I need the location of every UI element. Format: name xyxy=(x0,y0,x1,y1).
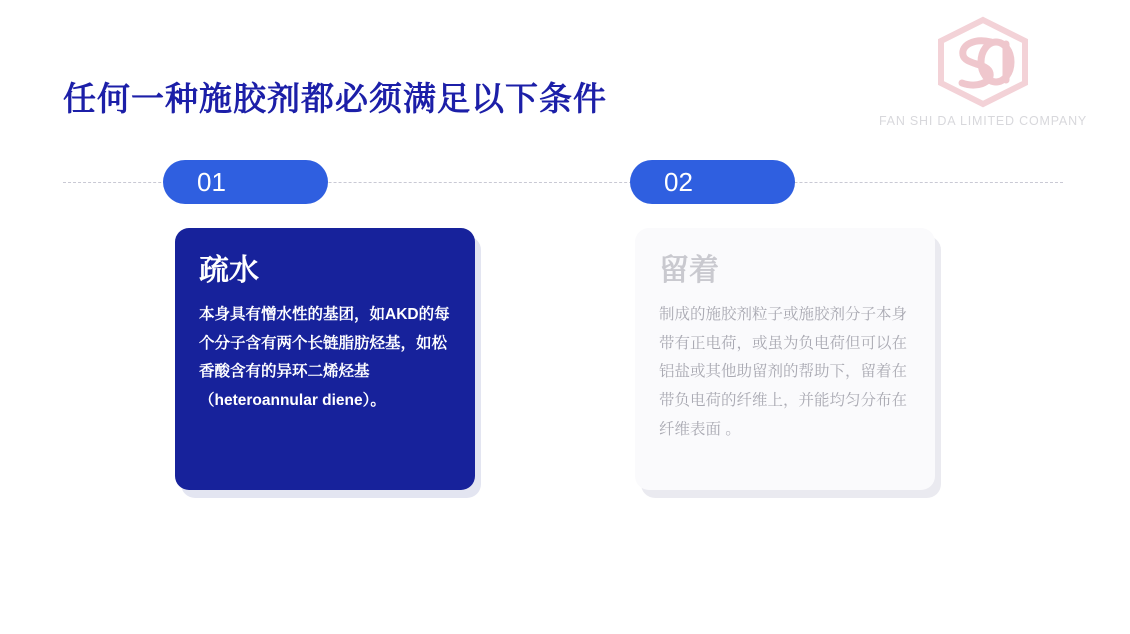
content-card-02 xyxy=(635,228,935,490)
card-body-text: 本身具有憎水性的基团，如AKD的每个分子含有两个长链脂肪烃基，如松香酸含有的异环二烯烃基（heteroannular diene）。 xyxy=(199,306,450,410)
card-heading: 疏水 xyxy=(199,254,259,287)
step-number-badge-02 xyxy=(630,160,795,204)
step-number-badge-01 xyxy=(163,160,328,204)
content-card-01 xyxy=(175,228,475,490)
brand-logo-block xyxy=(858,14,1108,128)
cube-logo-icon xyxy=(928,14,1038,110)
step-number-label: 02 xyxy=(664,166,693,197)
card-heading: 留着 xyxy=(659,254,719,287)
page-title: 任何一种施胶剂都必须满足以下条件 xyxy=(63,80,607,117)
step-number-label: 01 xyxy=(197,166,226,197)
card-body-text: 制成的施胶剂粒子或施胶剂分子本身带有正电荷，或虽为负电荷但可以在铝盐或其他助留剂的帮助下，留着在带负电荷的纤维上，并能均匀分布在纤维表面 。 xyxy=(659,306,908,438)
brand-caption: FAN SHI DA LIMITED COMPANY xyxy=(878,114,1088,128)
